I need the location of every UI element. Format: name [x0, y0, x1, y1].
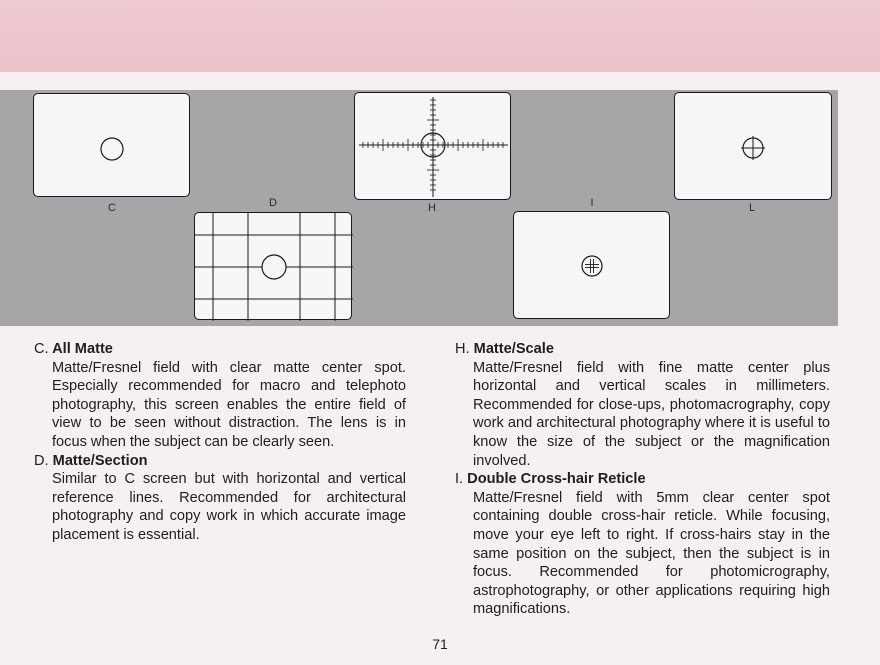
scale-crosshair-icon: [355, 93, 512, 201]
screen-d: [194, 212, 352, 320]
section-h-body: Matte/Fresnel field with fine matte center plus horizontal and vertical scales in millimeters. Recommended for close-ups, photomacrography, copy work and architectural photography where it is useful to know the size of the subject or the magnification involved.: [473, 359, 830, 469]
section-i-title: Double Cross-hair Reticle: [467, 471, 646, 488]
screen-l-label: L: [748, 202, 756, 214]
screen-d-label: D: [269, 197, 277, 209]
circle-reticle-icon: [34, 94, 191, 198]
section-d-body: Similar to C screen but with horizontal and vertical reference lines. Recommended for architectural photography and copy work in which accurate image placement is essential.: [52, 471, 406, 543]
section-h-title: Matte/Scale: [473, 341, 554, 357]
section-grid-icon: [195, 213, 353, 321]
section-h-heading: H. Matte/Scale: [455, 341, 554, 357]
screen-i-label: I: [590, 197, 594, 209]
double-crosshair-icon: [514, 212, 671, 320]
screen-h: [354, 92, 511, 200]
section-i-heading: I. Double Cross-hair Reticle: [455, 471, 646, 488]
right-column: [455, 340, 830, 619]
section-d-heading: D. Matte/Section: [34, 452, 148, 469]
header-band: [0, 0, 880, 72]
focusing-screens-figure: [0, 90, 838, 326]
screen-h-label: H: [428, 202, 436, 214]
section-c-title: All Matte: [52, 341, 113, 357]
crosshair-circle-icon: [675, 93, 833, 201]
section-c-heading: C. All Matte: [34, 341, 113, 357]
page-number: 71: [432, 636, 448, 652]
screen-c: [33, 93, 190, 197]
section-c-body: Matte/Fresnel field with clear matte center spot. Especially recommended for macro and telephoto photography, this screen enables the entire field of view to be seen without distraction. The lens is in focus when the subject can be clearly seen.: [52, 359, 406, 450]
screen-i: [513, 211, 670, 319]
left-column: [34, 340, 406, 545]
section-i-body: Matte/Fresnel field with 5mm clear center spot containing double cross-hair reticle. While focusing, move your eye left to right. If cross-hairs stay in the same position on the subject, then the subject is in focus. Recommended for photomicrography, astrophotography, or other applications requiring high magnifications.: [473, 489, 830, 618]
screen-l: [674, 92, 832, 200]
screen-c-label: C: [108, 202, 116, 214]
section-d-title: Matte/Section: [52, 452, 148, 469]
